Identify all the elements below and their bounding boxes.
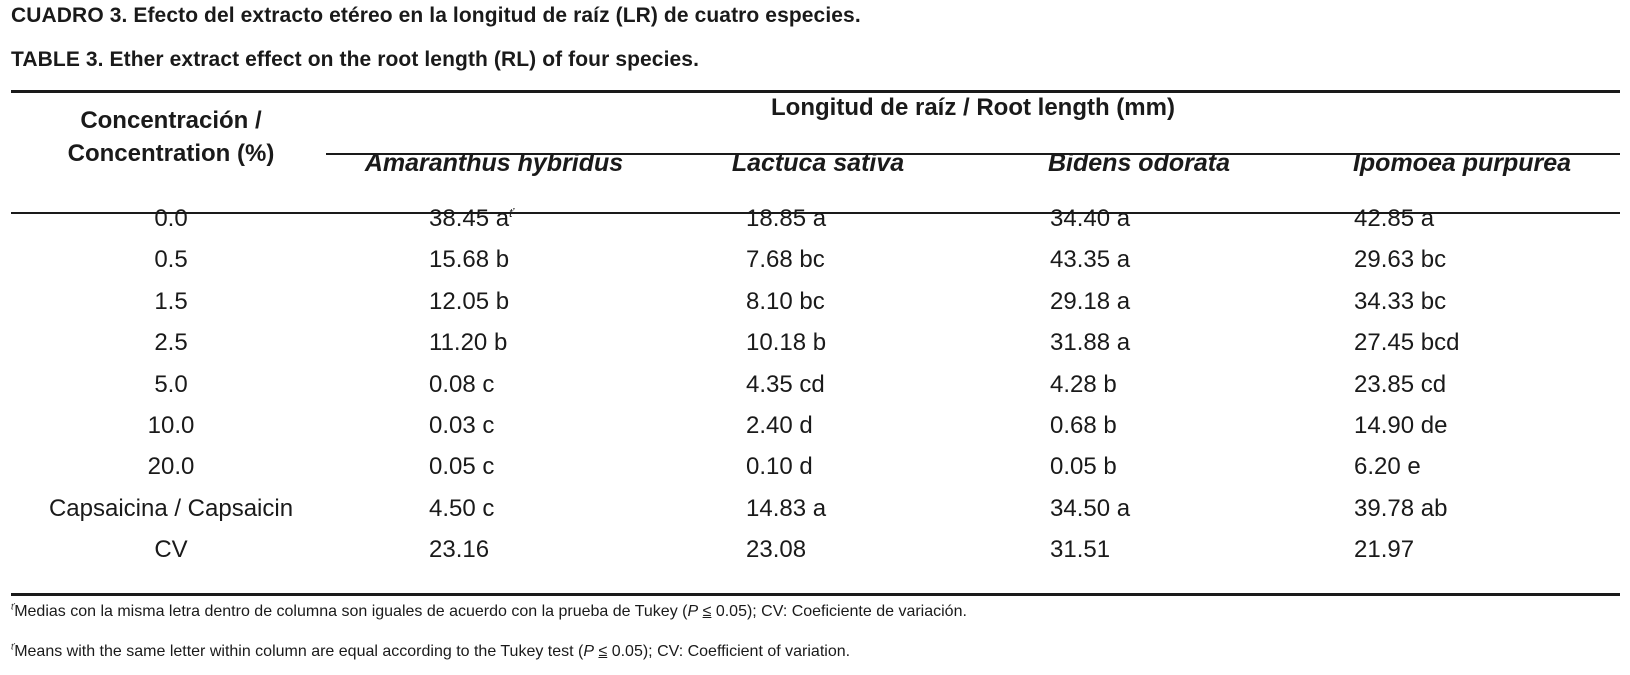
value-text: 39.78 ab — [1354, 495, 1448, 522]
value-cell — [1050, 329, 1130, 357]
value-text: 42.85 a — [1354, 205, 1435, 232]
concentration-cell: 0.5 — [154, 246, 188, 273]
value-cell — [1354, 205, 1434, 233]
concentration-cell: CV — [154, 536, 188, 563]
species-header-amaranthus: Amaranthus hybridus — [364, 149, 624, 177]
footnote-spanish-text: Medias con la misma letra dentro de columna son iguales de acuerdo con la prueba de Tukey ( — [14, 603, 688, 620]
value-text: 14.83 a — [746, 495, 827, 522]
footnote-english-tail: 0.05); CV: Coefficient of variation. — [607, 643, 851, 660]
value-cell — [1050, 246, 1130, 274]
value-cell — [1354, 371, 1446, 399]
concentration-cell: 5.0 — [154, 371, 188, 398]
footnote-mark: ť — [509, 206, 514, 220]
value-text: 43.35 a — [1050, 246, 1131, 273]
footnote-english — [11, 643, 850, 661]
value-text: 14.90 de — [1354, 412, 1448, 439]
value-cell — [1050, 453, 1117, 481]
value-cell — [746, 453, 813, 481]
value-cell — [429, 495, 494, 523]
value-cell — [1050, 536, 1110, 564]
species-header-lactuca: Lactuca sativa — [731, 149, 905, 177]
value-cell — [1354, 288, 1446, 316]
root-length-group-header: Longitud de raíz / Root length (mm) — [771, 94, 1175, 121]
value-text: 21.97 — [1354, 536, 1415, 563]
value-cell — [429, 536, 489, 564]
value-cell — [429, 288, 509, 316]
value-cell — [429, 453, 494, 481]
value-cell — [1354, 536, 1414, 564]
value-text: 0.68 b — [1050, 412, 1117, 439]
value-text: 7.68 bc — [746, 246, 825, 273]
value-cell — [1050, 288, 1130, 316]
value-text: 4.50 c — [429, 495, 495, 522]
value-text: 11.20 b — [429, 329, 508, 356]
value-text: 29.63 bc — [1354, 246, 1447, 273]
value-cell — [1354, 453, 1421, 481]
value-text: 34.33 bc — [1354, 288, 1447, 315]
value-cell — [1354, 412, 1447, 440]
value-cell — [746, 246, 825, 274]
value-cell — [429, 246, 509, 274]
value-cell — [746, 288, 825, 316]
value-text: 31.51 — [1050, 536, 1111, 563]
value-cell — [746, 495, 826, 523]
value-text: 0.05 b — [1050, 453, 1117, 480]
value-text: 2.40 d — [746, 412, 813, 439]
value-cell — [746, 329, 826, 357]
value-text: 6.20 e — [1354, 453, 1421, 480]
value-text: 23.16 — [429, 536, 490, 563]
footnote-mark: ť — [11, 641, 15, 652]
table-top-rule — [11, 90, 1620, 93]
concentration-cell: 1.5 — [154, 288, 188, 315]
value-cell — [1354, 246, 1446, 274]
footnote-lte-symbol: ≤ — [702, 603, 712, 620]
value-text: 8.10 bc — [746, 288, 825, 315]
value-cell — [1050, 205, 1130, 233]
concentration-cell: 10.0 — [147, 412, 195, 439]
concentration-cell: 20.0 — [147, 453, 195, 480]
species-header-bidens: Bidens odorata — [1048, 149, 1230, 177]
value-cell — [746, 371, 825, 399]
value-cell — [1050, 495, 1130, 523]
concentration-cell: 0.0 — [154, 205, 188, 232]
value-text: 18.85 a — [746, 205, 827, 232]
species-header-ipomoea: Ipomoea purpurea — [1352, 149, 1572, 177]
value-cell — [1354, 495, 1447, 523]
footnote-lte-symbol: ≤ — [598, 643, 608, 660]
value-text: 27.45 bcd — [1354, 329, 1460, 356]
concentration-cell: Capsaicina / Capsaicin — [48, 495, 294, 522]
value-text: 29.18 a — [1050, 288, 1131, 315]
value-text: 15.68 b — [429, 246, 510, 273]
value-text: 0.08 c — [429, 371, 495, 398]
footnote-spanish — [11, 603, 967, 621]
value-cell — [1050, 371, 1117, 399]
value-cell — [429, 329, 507, 357]
value-cell — [746, 412, 813, 440]
value-text: 0.10 d — [746, 453, 813, 480]
footnote-mark: ť — [11, 601, 15, 612]
footnote-english-text: Means with the same letter within column are equal according to the Tukey test ( — [14, 643, 584, 660]
value-text: 4.35 cd — [746, 371, 825, 398]
value-text: 4.28 b — [1050, 371, 1117, 398]
value-cell — [746, 536, 806, 564]
table-caption-spanish: CUADRO 3. Efecto del extracto etéreo en la longitud de raíz (LR) de cuatro especies. — [11, 4, 861, 27]
value-text: 0.05 c — [429, 453, 495, 480]
concentration-column-header: Concentración / Concentration (%) — [67, 107, 275, 167]
value-text: 12.05 b — [429, 288, 510, 315]
value-text: 34.40 a — [1050, 205, 1131, 232]
table-bottom-rule — [11, 593, 1620, 596]
value-text: 31.88 a — [1050, 329, 1131, 356]
concentration-cell: 2.5 — [154, 329, 188, 356]
value-text: 38.45 a — [429, 205, 510, 232]
value-text: 0.03 c — [429, 412, 495, 439]
value-cell — [429, 205, 513, 233]
value-cell — [1354, 329, 1459, 357]
footnote-spanish-tail: 0.05); CV: Coeficiente de variación. — [711, 603, 967, 620]
footnote-p-symbol: P — [583, 643, 595, 660]
footnote-p-symbol: P — [687, 603, 699, 620]
value-text: 34.50 a — [1050, 495, 1131, 522]
value-cell — [746, 205, 826, 233]
value-text: 23.08 — [746, 536, 807, 563]
table-caption-english: TABLE 3. Ether extract effect on the root length (RL) of four species. — [11, 48, 700, 71]
value-cell — [1050, 412, 1117, 440]
value-text: 23.85 cd — [1354, 371, 1447, 398]
value-text: 10.18 b — [746, 329, 827, 356]
value-cell — [429, 371, 494, 399]
value-cell — [429, 412, 494, 440]
